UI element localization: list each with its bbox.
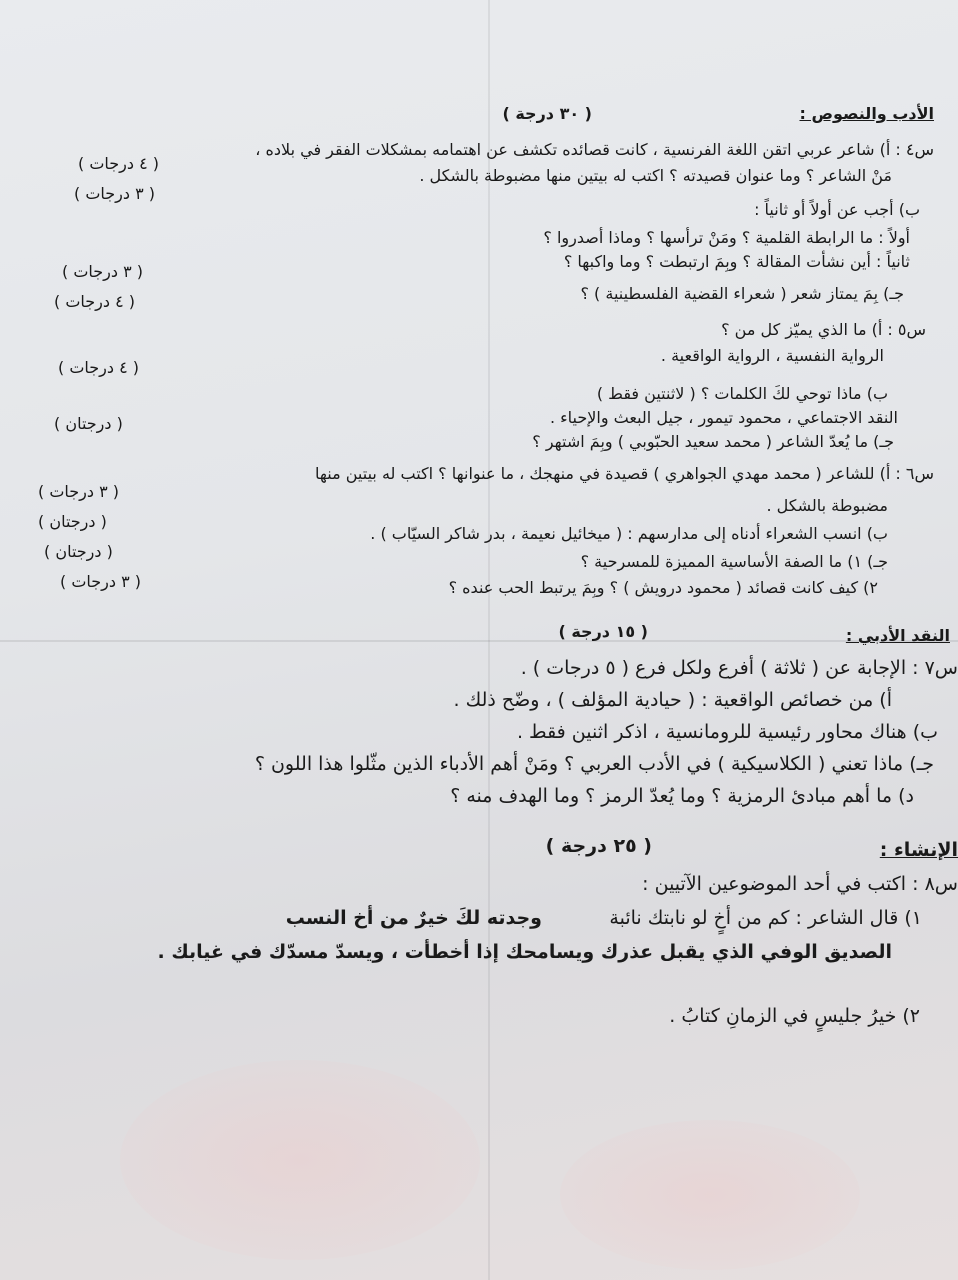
mark-label: ( درجتان ) [54, 414, 123, 433]
mark-label: ( ٣ درجات ) [62, 262, 144, 281]
mark-label: ( درجتان ) [44, 542, 113, 561]
q5-b: ب) ماذا توحي لكَ الكلمات ؟ ( لاثنتين فقط ) [596, 384, 888, 403]
q4-b-second: ثانياً : أين نشأت المقالة ؟ وبِمَ ارتبطت ؟ وما واكبها ؟ [563, 252, 910, 271]
q4-b: ب) أجب عن أولاً أو ثانياً : [754, 200, 920, 219]
section-score-criticism: ( ١٥ درجة ) [558, 622, 648, 641]
q6-a-line1: س٦ : أ) للشاعر ( محمد مهدي الجواهري ) قصيدة في منهجك ، ما عنوانها ؟ اكتب له بيتين منها [315, 464, 934, 483]
q6-c2: ٢) كيف كانت قصائد ( محمود درويش ) ؟ وبِمَ يرتبط الحب عنده ؟ [448, 578, 878, 597]
section-score-literature: ( ٣٠ درجة ) [502, 104, 592, 123]
section-title-literature: الأدب والنصوص : [799, 104, 934, 123]
q5-b-items: النقد الاجتماعي ، محمود تيمور ، جيل البعث والإحياء . [549, 408, 898, 427]
paper-fold [0, 640, 958, 642]
q8-topic1-verse1: ١) قال الشاعر : كم من أخٍ لو نابتك نائبة [609, 907, 922, 929]
q8-topic1-text: الصديق الوفي الذي يقبل عذرك ويسامحك إذا أخطأت ، ويسدّ مسدّك في غيابك . [157, 941, 892, 963]
q4-c: جـ) بِمَ يمتاز شعر ( شعراء القضية الفلسطينية ) ؟ [580, 284, 904, 303]
q7-c: جـ) ماذا تعني ( الكلاسيكية ) في الأدب العربي ؟ ومَنْ أهم الأدباء الذين مثّلوا هذا اللون ؟ [254, 753, 934, 775]
q7-b: ب) هناك محاور رئيسية للرومانسية ، اذكر اثنين فقط . [516, 721, 938, 743]
paper-stain [560, 1120, 860, 1270]
q5-a: س٥ : أ) ما الذي يميّز كل من ؟ [721, 320, 926, 339]
mark-label: ( درجتان ) [38, 512, 107, 531]
mark-label: ( ٣ درجات ) [74, 184, 156, 203]
q7-intro: س٧ : الإجابة عن ( ثلاثة ) أفرع ولكل فرع ( ٥ درجات ) . [520, 657, 958, 679]
mark-label: ( ٤ درجات ) [54, 292, 136, 311]
q6-b: ب) انسب الشعراء أدناه إلى مدارسهم : ( ميخائيل نعيمة ، بدر شاكر السيّاب ) . [370, 524, 888, 543]
q5-c: جـ) ما يُعدّ الشاعر ( محمد سعيد الحبّوبي ) وبِمَ اشتهر ؟ [532, 432, 894, 451]
mark-label: ( ٣ درجات ) [60, 572, 142, 591]
q8-topic2: ٢) خيرُ جليسٍ في الزمانِ كتابُ . [669, 1005, 920, 1027]
q5-a-items: الرواية النفسية ، الرواية الواقعية . [660, 346, 884, 365]
paper-fold [488, 0, 490, 1280]
q7-a: أ) من خصائص الواقعية : ( حيادية المؤلف ) ، وضّح ذلك . [453, 689, 892, 711]
q6-a-line2: مضبوطة بالشكل . [766, 496, 888, 515]
q4-a-line2: مَنْ الشاعر ؟ وما عنوان قصيدته ؟ اكتب له بيتين منها مضبوطة بالشكل . [419, 166, 892, 185]
section-title-composition: الإنشاء : [879, 839, 958, 861]
q8-intro: س٨ : اكتب في أحد الموضوعين الآتيين : [642, 873, 958, 895]
q7-d: د) ما أهم مبادئ الرمزية ؟ وما يُعدّ الرمز ؟ وما الهدف منه ؟ [450, 785, 914, 807]
paper-stain [120, 1060, 480, 1260]
mark-label: ( ٤ درجات ) [78, 154, 160, 173]
q8-topic1-verse2: وجدته لكَ خيرٌ من أخ النسب [285, 907, 542, 929]
section-title-criticism: النقد الأدبي : [845, 626, 950, 645]
q4-a-line1: س٤ : أ) شاعر عربي اتقن اللغة الفرنسية ، كانت قصائده تكشف عن اهتمامه بمشكلات الفقر في بلاده ، [255, 140, 934, 159]
mark-label: ( ٣ درجات ) [38, 482, 120, 501]
q6-c1: جـ) ١) ما الصفة الأساسية المميزة للمسرحية ؟ [580, 552, 888, 571]
mark-label: ( ٤ درجات ) [58, 358, 140, 377]
q4-b-first: أولاً : ما الرابطة القلمية ؟ ومَنْ ترأسها ؟ وماذا أصدروا ؟ [543, 228, 910, 247]
section-score-composition: ( ٢٥ درجة ) [545, 835, 652, 857]
